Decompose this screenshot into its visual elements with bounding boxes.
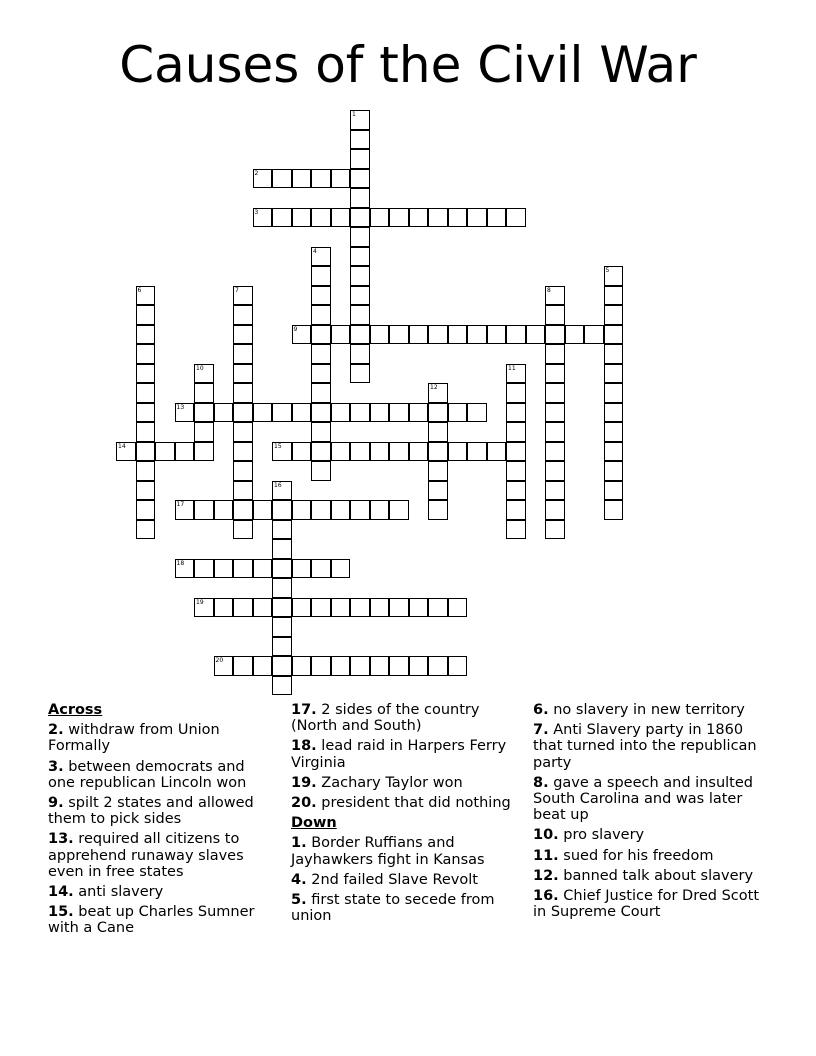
grid-cell[interactable]	[175, 500, 195, 520]
clues-column-2	[291, 702, 521, 928]
grid-cell[interactable]	[604, 403, 624, 423]
clue-number: 6.	[533, 702, 549, 718]
clue-text: between democrats and one republican Lincoln won	[48, 758, 247, 791]
grid-cell[interactable]	[604, 266, 624, 286]
grid-cell[interactable]	[136, 344, 156, 364]
grid-cell[interactable]	[604, 305, 624, 325]
grid-cell[interactable]	[233, 500, 253, 520]
cell-number: 15	[274, 442, 282, 450]
grid-cell[interactable]	[370, 500, 390, 520]
grid-cell[interactable]	[233, 325, 253, 345]
grid-cell[interactable]	[311, 422, 331, 442]
puzzle-title: Causes of the Civil War	[119, 36, 697, 94]
clue-item	[291, 892, 521, 924]
grid-cell[interactable]	[292, 442, 312, 462]
cell-number: 1	[352, 111, 356, 118]
grid-cell[interactable]	[487, 325, 507, 345]
grid-cell[interactable]	[194, 442, 214, 462]
grid-cell[interactable]	[155, 442, 175, 462]
grid-cell[interactable]	[467, 403, 487, 423]
clue-text: Anti Slavery party in 1860 that turned into the republican party	[533, 722, 757, 771]
grid-cell[interactable]	[506, 422, 526, 442]
clue-number: 3.	[48, 758, 64, 775]
across-heading: Across	[48, 702, 103, 718]
clue-number: 1.	[291, 835, 307, 852]
grid-cell[interactable]	[370, 598, 390, 618]
grid-cell[interactable]	[428, 403, 448, 423]
grid-cell[interactable]	[389, 598, 409, 618]
grid-cell[interactable]	[545, 305, 565, 325]
grid-cell[interactable]	[428, 422, 448, 442]
grid-cell[interactable]	[487, 442, 507, 462]
grid-cell[interactable]	[350, 598, 370, 618]
grid-cell[interactable]	[233, 403, 253, 423]
grid-cell[interactable]	[194, 422, 214, 442]
clue-number: 7.	[533, 722, 549, 739]
grid-cell[interactable]	[428, 383, 448, 403]
grid-cell[interactable]	[506, 500, 526, 520]
grid-cell[interactable]	[292, 656, 312, 676]
grid-cell[interactable]	[175, 442, 195, 462]
grid-cell[interactable]	[311, 403, 331, 423]
grid-cell[interactable]	[272, 676, 292, 696]
grid-cell[interactable]	[545, 364, 565, 384]
grid-cell[interactable]	[292, 598, 312, 618]
clue-number: 5.	[291, 892, 307, 909]
grid-cell[interactable]	[311, 461, 331, 481]
grid-cell[interactable]	[565, 325, 585, 345]
cell-number: 11	[508, 364, 516, 372]
cell-number: 19	[196, 598, 204, 606]
grid-cell[interactable]	[233, 364, 253, 384]
grid-cell[interactable]	[233, 422, 253, 442]
grid-cell[interactable]	[311, 442, 331, 462]
grid-cell[interactable]	[604, 383, 624, 403]
grid-cell[interactable]	[214, 598, 234, 618]
grid-cell[interactable]	[604, 364, 624, 384]
clue-number: 4.	[291, 871, 307, 888]
grid-cell[interactable]	[370, 442, 390, 462]
grid-cell[interactable]	[233, 383, 253, 403]
grid-cell[interactable]	[545, 383, 565, 403]
grid-cell[interactable]	[253, 403, 273, 423]
grid-cell[interactable]	[194, 364, 214, 384]
clue-item	[533, 775, 768, 824]
grid-cell[interactable]	[253, 598, 273, 618]
grid-cell[interactable]	[545, 344, 565, 364]
grid-cell[interactable]	[428, 500, 448, 520]
grid-cell[interactable]	[136, 403, 156, 423]
clue-number: 20.	[291, 795, 317, 812]
clue-text: beat up Charles Sumner with a Cane	[48, 904, 255, 937]
grid-cell[interactable]	[428, 481, 448, 501]
grid-cell[interactable]	[428, 325, 448, 345]
cell-number: 18	[176, 559, 185, 567]
grid-cell[interactable]	[331, 208, 351, 228]
grid-cell[interactable]	[448, 325, 468, 345]
grid-cell[interactable]	[389, 656, 409, 676]
grid-cell[interactable]	[428, 442, 448, 462]
clue-number: 18.	[291, 738, 317, 755]
grid-cell[interactable]	[272, 442, 292, 462]
clue-text: no slavery in new territory	[553, 702, 745, 718]
grid-cell[interactable]	[545, 325, 565, 345]
grid-cell[interactable]	[331, 500, 351, 520]
grid-cell[interactable]	[584, 325, 604, 345]
clue-text: Zachary Taylor won	[321, 774, 463, 791]
grid-cell[interactable]	[389, 442, 409, 462]
grid-cell[interactable]	[350, 656, 370, 676]
grid-cell[interactable]	[389, 325, 409, 345]
grid-cell[interactable]	[409, 325, 429, 345]
grid-cell[interactable]	[233, 559, 253, 579]
grid-cell[interactable]	[350, 286, 370, 306]
grid-cell[interactable]	[350, 169, 370, 189]
grid-cell[interactable]	[136, 286, 156, 306]
grid-cell[interactable]	[311, 169, 331, 189]
clue-number: 8.	[533, 774, 549, 791]
clue-item	[291, 835, 521, 867]
grid-cell[interactable]	[233, 598, 253, 618]
grid-cell[interactable]	[272, 598, 292, 618]
cell-number: 2	[254, 169, 259, 177]
grid-cell[interactable]	[409, 403, 429, 423]
grid-cell[interactable]	[409, 598, 429, 618]
grid-cell[interactable]	[272, 208, 292, 228]
grid-cell[interactable]	[350, 442, 370, 462]
grid-cell[interactable]	[409, 442, 429, 462]
grid-cell[interactable]	[136, 325, 156, 345]
clue-item	[48, 904, 273, 936]
grid-cell[interactable]	[136, 520, 156, 540]
clue-item	[48, 722, 273, 754]
grid-cell[interactable]	[448, 656, 468, 676]
grid-cell[interactable]	[331, 403, 351, 423]
clue-text: 2 sides of the country (North and South)	[291, 702, 480, 735]
grid-cell[interactable]	[545, 520, 565, 540]
grid-cell[interactable]	[116, 442, 136, 462]
grid-cell[interactable]	[350, 305, 370, 325]
grid-cell[interactable]	[604, 325, 624, 345]
grid-cell[interactable]	[233, 286, 253, 306]
grid-cell[interactable]	[487, 208, 507, 228]
grid-cell[interactable]	[233, 305, 253, 325]
clue-text: sued for his freedom	[563, 847, 714, 864]
clue-item	[291, 775, 521, 791]
grid-cell[interactable]	[331, 325, 351, 345]
grid-cell[interactable]	[311, 598, 331, 618]
clue-item	[291, 872, 521, 888]
clue-item	[533, 702, 768, 718]
grid-cell[interactable]	[506, 461, 526, 481]
grid-cell[interactable]	[370, 656, 390, 676]
grid-cell[interactable]	[350, 208, 370, 228]
clue-item	[48, 759, 273, 791]
grid-cell[interactable]	[311, 383, 331, 403]
grid-cell[interactable]	[136, 383, 156, 403]
grid-cell[interactable]	[370, 403, 390, 423]
grid-cell[interactable]	[604, 344, 624, 364]
clue-text: 2nd failed Slave Revolt	[311, 871, 478, 888]
grid-cell[interactable]	[292, 403, 312, 423]
grid-cell[interactable]	[350, 403, 370, 423]
grid-cell[interactable]	[292, 559, 312, 579]
clue-item	[48, 831, 273, 880]
grid-cell[interactable]	[389, 208, 409, 228]
grid-cell[interactable]	[604, 500, 624, 520]
grid-cell[interactable]	[448, 598, 468, 618]
grid-cell[interactable]	[194, 383, 214, 403]
grid-cell[interactable]	[350, 227, 370, 247]
grid-cell[interactable]	[214, 403, 234, 423]
grid-cell[interactable]	[272, 169, 292, 189]
grid-cell[interactable]	[311, 286, 331, 306]
grid-cell[interactable]	[272, 559, 292, 579]
grid-cell[interactable]	[311, 344, 331, 364]
grid-cell[interactable]	[467, 325, 487, 345]
grid-cell[interactable]	[194, 559, 214, 579]
grid-cell[interactable]	[272, 578, 292, 598]
clue-number: 2.	[48, 722, 64, 739]
grid-cell[interactable]	[604, 442, 624, 462]
clue-number: 15.	[48, 904, 74, 921]
grid-cell[interactable]	[272, 500, 292, 520]
grid-cell[interactable]	[506, 364, 526, 384]
grid-cell[interactable]	[272, 637, 292, 657]
grid-cell[interactable]	[350, 188, 370, 208]
grid-cell[interactable]	[331, 442, 351, 462]
grid-cell[interactable]	[350, 110, 370, 130]
clue-item	[533, 827, 768, 843]
grid-cell[interactable]	[311, 559, 331, 579]
grid-cell[interactable]	[311, 656, 331, 676]
grid-cell[interactable]	[545, 422, 565, 442]
cell-number: 13	[176, 403, 185, 411]
grid-cell[interactable]	[272, 617, 292, 637]
grid-cell[interactable]	[545, 481, 565, 501]
clues-column-3	[533, 702, 768, 924]
grid-cell[interactable]	[506, 442, 526, 462]
grid-cell[interactable]	[194, 403, 214, 423]
clue-text: anti slavery	[78, 884, 164, 901]
grid-cell[interactable]	[175, 403, 195, 423]
clue-item	[291, 795, 521, 811]
grid-cell[interactable]	[272, 403, 292, 423]
cell-number: 12	[430, 384, 438, 391]
grid-cell[interactable]	[194, 598, 214, 618]
grid-cell[interactable]	[370, 208, 390, 228]
grid-cell[interactable]	[604, 461, 624, 481]
grid-cell[interactable]	[292, 208, 312, 228]
grid-cell[interactable]	[311, 500, 331, 520]
grid-cell[interactable]	[311, 305, 331, 325]
clue-item	[533, 888, 768, 920]
clue-number: 17.	[291, 702, 317, 718]
cell-number: 17	[176, 501, 185, 508]
clue-number: 16.	[533, 888, 559, 905]
grid-cell[interactable]	[604, 481, 624, 501]
grid-cell[interactable]	[253, 208, 273, 228]
clue-item	[291, 738, 521, 770]
grid-cell[interactable]	[506, 325, 526, 345]
grid-cell[interactable]	[350, 149, 370, 169]
cell-number: 10	[196, 364, 204, 372]
clue-item	[48, 795, 273, 827]
grid-cell[interactable]	[292, 169, 312, 189]
cell-number: 5	[605, 267, 610, 274]
grid-cell[interactable]	[467, 442, 487, 462]
clue-text: banned talk about slavery	[563, 867, 754, 884]
clue-text: Chief Justice for Dred Scott in Supreme Court	[533, 888, 760, 921]
grid-cell[interactable]	[214, 656, 234, 676]
grid-cell[interactable]	[311, 208, 331, 228]
grid-cell[interactable]	[272, 520, 292, 540]
cell-number: 9	[293, 325, 298, 333]
grid-cell[interactable]	[506, 481, 526, 501]
grid-cell[interactable]	[350, 266, 370, 286]
grid-cell[interactable]	[428, 656, 448, 676]
grid-cell[interactable]	[506, 520, 526, 540]
grid-cell[interactable]	[350, 247, 370, 267]
grid-cell[interactable]	[175, 559, 195, 579]
grid-cell[interactable]	[331, 598, 351, 618]
clue-text: lead raid in Harpers Ferry Virginia	[291, 738, 507, 771]
cell-number: 6	[137, 286, 142, 294]
grid-cell[interactable]	[253, 500, 273, 520]
clue-text: required all citizens to apprehend runaway slaves even in free states	[48, 831, 244, 880]
grid-cell[interactable]	[311, 364, 331, 384]
clue-number: 11.	[533, 847, 559, 864]
grid-cell[interactable]	[467, 208, 487, 228]
grid-cell[interactable]	[428, 598, 448, 618]
grid-cell[interactable]	[233, 481, 253, 501]
grid-cell[interactable]	[506, 383, 526, 403]
grid-cell[interactable]	[350, 344, 370, 364]
grid-cell[interactable]	[194, 500, 214, 520]
grid-cell[interactable]	[428, 461, 448, 481]
clue-text: spilt 2 states and allowed them to pick sides	[48, 795, 254, 828]
cell-number: 3	[254, 208, 259, 216]
grid-cell[interactable]	[233, 656, 253, 676]
grid-cell[interactable]	[136, 305, 156, 325]
clue-number: 19.	[291, 774, 317, 791]
grid-cell[interactable]	[350, 130, 370, 150]
grid-cell[interactable]	[545, 442, 565, 462]
cell-number: 4	[313, 247, 317, 255]
grid-cell[interactable]	[545, 286, 565, 306]
clue-item	[291, 702, 521, 734]
grid-cell[interactable]	[272, 481, 292, 501]
grid-cell[interactable]	[526, 325, 546, 345]
grid-cell[interactable]	[136, 422, 156, 442]
grid-cell[interactable]	[233, 461, 253, 481]
clue-number: 12.	[533, 867, 559, 884]
grid-cell[interactable]	[506, 403, 526, 423]
grid-cell[interactable]	[311, 247, 331, 267]
grid-cell[interactable]	[545, 461, 565, 481]
grid-cell[interactable]	[136, 481, 156, 501]
grid-cell[interactable]	[604, 286, 624, 306]
grid-cell[interactable]	[272, 656, 292, 676]
grid-cell[interactable]	[409, 656, 429, 676]
grid-cell[interactable]	[292, 500, 312, 520]
grid-cell[interactable]	[448, 403, 468, 423]
grid-cell[interactable]	[331, 559, 351, 579]
grid-cell[interactable]	[389, 500, 409, 520]
clue-item	[533, 868, 768, 884]
clue-number: 14.	[48, 884, 74, 901]
grid-cell[interactable]	[389, 403, 409, 423]
grid-cell[interactable]	[545, 500, 565, 520]
clue-text: president that did nothing	[321, 795, 511, 812]
grid-cell[interactable]	[448, 442, 468, 462]
grid-cell[interactable]	[428, 208, 448, 228]
grid-cell[interactable]	[214, 500, 234, 520]
grid-cell[interactable]	[136, 500, 156, 520]
grid-cell[interactable]	[545, 403, 565, 423]
clue-number: 13.	[48, 831, 74, 848]
cell-number: 7	[235, 286, 239, 294]
grid-cell[interactable]	[233, 520, 253, 540]
grid-cell[interactable]	[272, 539, 292, 559]
grid-cell[interactable]	[233, 442, 253, 462]
grid-cell[interactable]	[253, 169, 273, 189]
cell-number: 16	[274, 481, 282, 489]
clue-item	[533, 722, 768, 771]
grid-cell[interactable]	[253, 559, 273, 579]
grid-cell[interactable]	[233, 344, 253, 364]
clue-text: gave a speech and insulted South Carolina and was later beat up	[533, 774, 753, 824]
grid-cell[interactable]	[350, 325, 370, 345]
cell-number: 8	[547, 286, 551, 294]
clue-text: Border Ruffians and Jayhawkers fight in Kansas	[291, 835, 485, 868]
clue-text: withdraw from Union Formally	[48, 722, 220, 755]
grid-cell[interactable]	[136, 442, 156, 462]
grid-cell[interactable]	[506, 208, 526, 228]
clues-column-1	[48, 702, 273, 941]
grid-cell[interactable]	[136, 461, 156, 481]
cell-number: 20	[215, 657, 224, 664]
grid-cell[interactable]	[350, 364, 370, 384]
grid-cell[interactable]	[311, 325, 331, 345]
grid-cell[interactable]	[214, 559, 234, 579]
cell-number: 14	[118, 442, 126, 450]
clue-text: first state to secede from union	[291, 892, 495, 925]
clue-item	[533, 848, 768, 864]
grid-cell[interactable]	[331, 169, 351, 189]
grid-cell[interactable]	[350, 500, 370, 520]
grid-cell[interactable]	[448, 208, 468, 228]
grid-cell[interactable]	[409, 208, 429, 228]
grid-cell[interactable]	[253, 656, 273, 676]
grid-cell[interactable]	[331, 656, 351, 676]
grid-cell[interactable]	[136, 364, 156, 384]
grid-cell[interactable]	[370, 325, 390, 345]
grid-cell[interactable]	[604, 422, 624, 442]
clue-number: 9.	[48, 795, 64, 812]
grid-cell[interactable]	[311, 266, 331, 286]
clue-number: 10.	[533, 827, 559, 844]
clue-item	[48, 884, 273, 900]
grid-cell[interactable]	[292, 325, 312, 345]
clue-text: pro slavery	[563, 827, 645, 844]
down-heading: Down	[291, 815, 337, 832]
